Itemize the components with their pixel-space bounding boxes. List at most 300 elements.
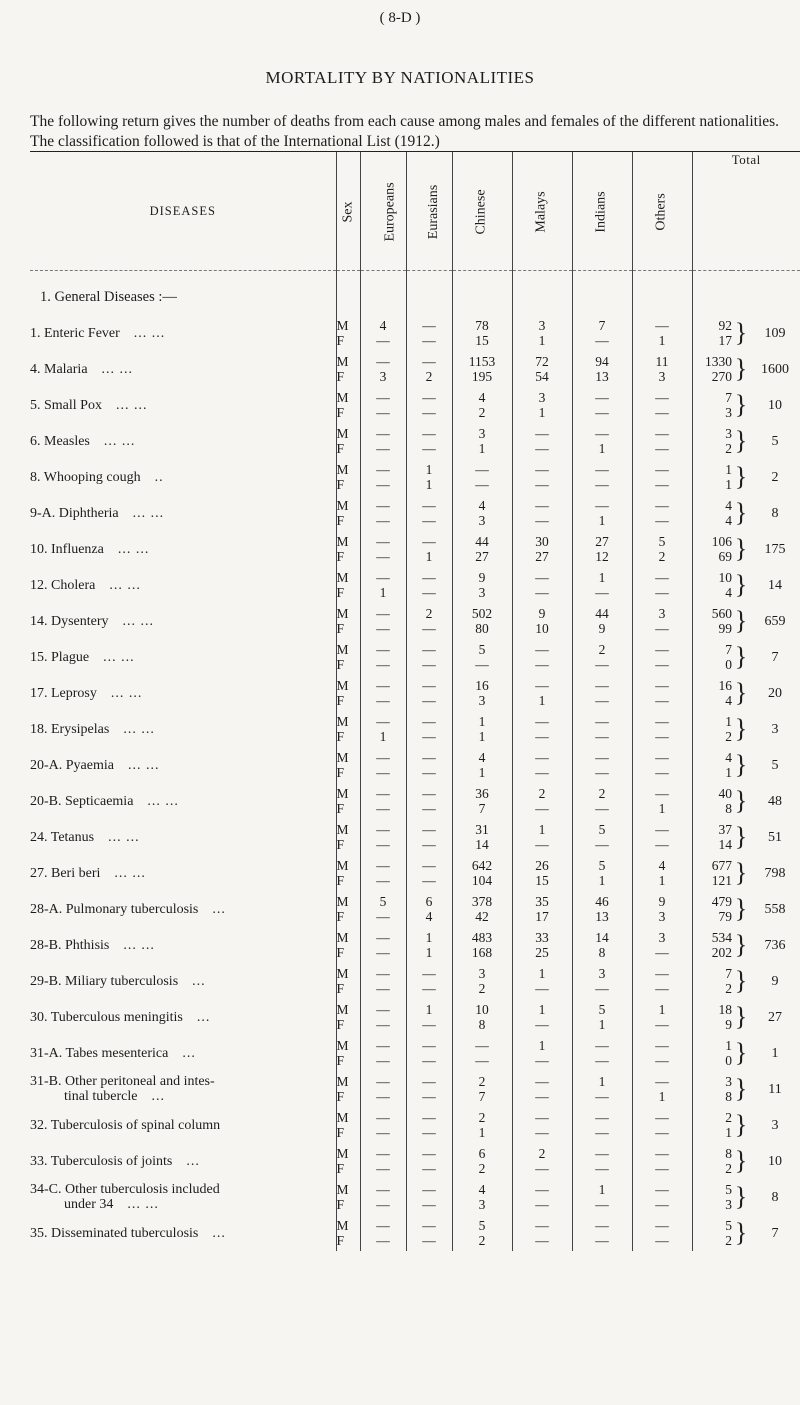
- cell-total: 534: [692, 927, 732, 945]
- cell-europeans: —: [360, 945, 406, 963]
- cell-others: —: [632, 387, 692, 405]
- disease-name: [30, 459, 336, 495]
- cell-indians: —: [572, 1089, 632, 1107]
- cell-others: —: [632, 1053, 692, 1071]
- cell-eurasians: —: [406, 495, 452, 513]
- cell-europeans: —: [360, 873, 406, 891]
- cell-others: —: [632, 1017, 692, 1035]
- brace-icon: }: [734, 534, 748, 563]
- cell-indians: 5: [572, 855, 632, 873]
- cell-malays: 1: [512, 1035, 572, 1053]
- cell-europeans: —: [360, 1089, 406, 1107]
- cell-eurasians: —: [406, 819, 452, 837]
- cell-europeans: —: [360, 855, 406, 873]
- cell-malays: 3: [512, 315, 572, 333]
- grand-total: 3: [771, 721, 779, 737]
- cell-sex: M: [336, 1035, 360, 1053]
- cell-total: 1: [692, 765, 732, 783]
- cell-malays: —: [512, 1197, 572, 1215]
- header-malays: Malays: [512, 152, 572, 271]
- cell-europeans: —: [360, 657, 406, 675]
- cell-total: 4: [692, 513, 732, 531]
- grand-total: 798: [764, 865, 786, 881]
- cell-europeans: —: [360, 549, 406, 567]
- cell-indians: —: [572, 1107, 632, 1125]
- disease-label-continued: under 34: [64, 1197, 114, 1212]
- cell-total: 9: [692, 1017, 732, 1035]
- header-eurasians: Eurasians: [406, 152, 452, 271]
- grand-total: 5: [771, 757, 779, 773]
- cell-indians: —: [572, 675, 632, 693]
- cell-sex: M: [336, 999, 360, 1017]
- cell-malays: —: [512, 441, 572, 459]
- cell-others: 1: [632, 333, 692, 351]
- cell-total: 4: [692, 747, 732, 765]
- cell-chinese: 1: [452, 441, 512, 459]
- disease-name: [30, 675, 336, 711]
- cell-chinese: 3: [452, 963, 512, 981]
- cell-others: —: [632, 1179, 692, 1197]
- cell-total: 2: [692, 1107, 732, 1125]
- grand-total: 3: [771, 1117, 779, 1133]
- disease-label: 34-C. Other tuberculosis included: [30, 1182, 220, 1197]
- disease-name: [30, 747, 336, 783]
- cell-others: —: [632, 315, 692, 333]
- cell-total: 3: [692, 1071, 732, 1089]
- cell-malays: 10: [512, 621, 572, 639]
- cell-sex: F: [336, 405, 360, 423]
- cell-europeans: —: [360, 927, 406, 945]
- disease-label: 29-B. Miliary tuberculosis: [30, 973, 179, 989]
- cell-others: 1: [632, 999, 692, 1017]
- cell-eurasians: —: [406, 837, 452, 855]
- cell-indians: —: [572, 747, 632, 765]
- cell-chinese: 2: [452, 1107, 512, 1125]
- grand-total: 175: [764, 541, 786, 557]
- cell-chinese: 44: [452, 531, 512, 549]
- brace-icon: }: [734, 714, 748, 743]
- cell-eurasians: —: [406, 981, 452, 999]
- brace-icon: }: [734, 822, 748, 851]
- cell-indians: 2: [572, 639, 632, 657]
- cell-europeans: —: [360, 477, 406, 495]
- cell-indians: —: [572, 333, 632, 351]
- brace-icon: }: [734, 1038, 748, 1067]
- leader-dots: ... ...: [101, 361, 134, 377]
- cell-europeans: —: [360, 981, 406, 999]
- cell-sex: M: [336, 675, 360, 693]
- cell-others: —: [632, 495, 692, 513]
- cell-malays: —: [512, 1161, 572, 1179]
- cell-others: —: [632, 693, 692, 711]
- cell-sex: F: [336, 873, 360, 891]
- section-row: [30, 271, 800, 316]
- brace-icon: }: [734, 966, 748, 995]
- cell-malays: —: [512, 1107, 572, 1125]
- cell-others: 1: [632, 873, 692, 891]
- cell-total: 2: [692, 981, 732, 999]
- cell-total: 5: [692, 1215, 732, 1233]
- cell-others: —: [632, 1107, 692, 1125]
- brace-icon: }: [734, 1002, 748, 1031]
- cell-europeans: —: [360, 387, 406, 405]
- cell-others: 3: [632, 603, 692, 621]
- cell-eurasians: 4: [406, 909, 452, 927]
- cell-eurasians: —: [406, 657, 452, 675]
- disease-name: [30, 855, 336, 891]
- cell-malays: 33: [512, 927, 572, 945]
- grand-total: 9: [771, 973, 779, 989]
- cell-total: 1: [692, 459, 732, 477]
- cell-sex: M: [336, 531, 360, 549]
- cell-eurasians: 2: [406, 369, 452, 387]
- cell-indians: —: [572, 459, 632, 477]
- grand-total: 27: [768, 1009, 782, 1025]
- cell-total: 16: [692, 675, 732, 693]
- table-row: [30, 459, 800, 477]
- grand-total: 736: [764, 937, 786, 953]
- cell-chinese: 27: [452, 549, 512, 567]
- cell-indians: 7: [572, 315, 632, 333]
- leader-dots: ... ...: [122, 613, 155, 629]
- cell-sex: M: [336, 1143, 360, 1161]
- grand-total: 14: [768, 577, 782, 593]
- cell-malays: —: [512, 1071, 572, 1089]
- cell-indians: —: [572, 1035, 632, 1053]
- table-row: [30, 855, 800, 873]
- cell-total: 7: [692, 639, 732, 657]
- cell-europeans: —: [360, 765, 406, 783]
- disease-label: 32. Tuberculosis of spinal column: [30, 1117, 221, 1133]
- cell-others: —: [632, 423, 692, 441]
- cell-malays: —: [512, 567, 572, 585]
- cell-others: 4: [632, 855, 692, 873]
- disease-label: 17. Leprosy: [30, 685, 97, 701]
- cell-sex: M: [336, 1215, 360, 1233]
- cell-indians: —: [572, 837, 632, 855]
- cell-total: 2: [692, 1161, 732, 1179]
- cell-others: —: [632, 1125, 692, 1143]
- cell-europeans: —: [360, 747, 406, 765]
- cell-indians: —: [572, 387, 632, 405]
- table-row: [30, 423, 800, 441]
- cell-malays: 1: [512, 999, 572, 1017]
- cell-eurasians: 1: [406, 927, 452, 945]
- cell-others: —: [632, 945, 692, 963]
- cell-total: 10: [692, 567, 732, 585]
- disease-label: 35. Disseminated tuberculosis: [30, 1225, 199, 1241]
- grand-total: 109: [764, 325, 786, 341]
- cell-indians: 1: [572, 567, 632, 585]
- brace-icon: }: [734, 426, 748, 455]
- grand-total: 8: [771, 505, 779, 521]
- cell-total: 1: [692, 1125, 732, 1143]
- cell-others: 2: [632, 549, 692, 567]
- cell-eurasians: —: [406, 333, 452, 351]
- cell-others: 1: [632, 801, 692, 819]
- cell-chinese: 2: [452, 405, 512, 423]
- cell-sex: M: [336, 747, 360, 765]
- cell-indians: 5: [572, 999, 632, 1017]
- cell-sex: M: [336, 603, 360, 621]
- cell-malays: 1: [512, 405, 572, 423]
- cell-chinese: 483: [452, 927, 512, 945]
- disease-name: [30, 927, 336, 963]
- cell-others: —: [632, 513, 692, 531]
- disease-label-continued: tinal tubercle: [64, 1089, 138, 1104]
- leader-dots: ...: [186, 1153, 200, 1169]
- cell-europeans: —: [360, 999, 406, 1017]
- cell-europeans: —: [360, 1233, 406, 1251]
- cell-chinese: 3: [452, 693, 512, 711]
- cell-eurasians: —: [406, 801, 452, 819]
- table-row: [30, 1179, 800, 1197]
- cell-europeans: —: [360, 819, 406, 837]
- cell-europeans: —: [360, 675, 406, 693]
- table-row: [30, 675, 800, 693]
- table-row: [30, 711, 800, 729]
- cell-sex: F: [336, 1233, 360, 1251]
- cell-europeans: 3: [360, 369, 406, 387]
- cell-malays: 1: [512, 819, 572, 837]
- diseases-header: DISEASES: [30, 152, 336, 271]
- cell-others: —: [632, 1215, 692, 1233]
- disease-label: 20-A. Pyaemia: [30, 757, 114, 773]
- cell-sex: F: [336, 801, 360, 819]
- cell-eurasians: 1: [406, 945, 452, 963]
- cell-others: —: [632, 567, 692, 585]
- cell-europeans: —: [360, 333, 406, 351]
- cell-eurasians: —: [406, 1035, 452, 1053]
- cell-indians: —: [572, 405, 632, 423]
- cell-indians: —: [572, 801, 632, 819]
- cell-others: —: [632, 783, 692, 801]
- cell-europeans: —: [360, 495, 406, 513]
- cell-indians: —: [572, 657, 632, 675]
- cell-sex: F: [336, 945, 360, 963]
- table-row: [30, 747, 800, 765]
- cell-sex: M: [336, 1071, 360, 1089]
- cell-sex: F: [336, 909, 360, 927]
- leader-dots: ...: [151, 1089, 165, 1104]
- cell-malays: 17: [512, 909, 572, 927]
- cell-chinese: 2: [452, 1071, 512, 1089]
- cell-chinese: 642: [452, 855, 512, 873]
- cell-sex: F: [336, 837, 360, 855]
- grand-total: 10: [768, 1153, 782, 1169]
- disease-name: [30, 495, 336, 531]
- header-europeans: Europeans: [360, 152, 406, 271]
- brace-icon: }: [734, 1182, 748, 1211]
- table-row: [30, 963, 800, 981]
- brace-icon: }: [734, 1110, 748, 1139]
- cell-europeans: —: [360, 1143, 406, 1161]
- cell-chinese: 7: [452, 801, 512, 819]
- disease-label: 18. Erysipelas: [30, 721, 110, 737]
- disease-label: 4. Malaria: [30, 361, 88, 377]
- cell-sex: M: [336, 711, 360, 729]
- leader-dots: ...: [196, 1009, 211, 1025]
- header-total: Total: [692, 152, 800, 271]
- disease-name: [30, 387, 336, 423]
- cell-sex: F: [336, 585, 360, 603]
- cell-eurasians: —: [406, 1125, 452, 1143]
- cell-europeans: —: [360, 423, 406, 441]
- cell-others: —: [632, 711, 692, 729]
- cell-sex: F: [336, 1089, 360, 1107]
- grand-total: 11: [768, 1081, 782, 1097]
- cell-total: 1: [692, 711, 732, 729]
- disease-name: [30, 531, 336, 567]
- disease-name: [30, 1107, 336, 1143]
- cell-chinese: 78: [452, 315, 512, 333]
- cell-chinese: —: [452, 1035, 512, 1053]
- cell-europeans: —: [360, 909, 406, 927]
- cell-chinese: 9: [452, 567, 512, 585]
- header-chinese: Chinese: [452, 152, 512, 271]
- disease-label: 30. Tuberculous meningitis: [30, 1009, 183, 1025]
- cell-total: 8: [692, 801, 732, 819]
- cell-sex: M: [336, 387, 360, 405]
- cell-eurasians: —: [406, 423, 452, 441]
- cell-indians: —: [572, 693, 632, 711]
- cell-total: 1330: [692, 351, 732, 369]
- cell-indians: —: [572, 1161, 632, 1179]
- cell-others: —: [632, 639, 692, 657]
- cell-others: 3: [632, 927, 692, 945]
- leader-dots: ... ...: [133, 325, 166, 341]
- cell-chinese: 1: [452, 729, 512, 747]
- leader-dots: ...: [212, 901, 226, 917]
- grand-total: 48: [768, 793, 782, 809]
- table-row: [30, 1071, 800, 1089]
- grand-total: 659: [764, 613, 786, 629]
- cell-total: 202: [692, 945, 732, 963]
- cell-malays: 15: [512, 873, 572, 891]
- cell-sex: M: [336, 819, 360, 837]
- cell-chinese: 42: [452, 909, 512, 927]
- cell-europeans: —: [360, 1017, 406, 1035]
- cell-europeans: —: [360, 513, 406, 531]
- cell-others: —: [632, 441, 692, 459]
- cell-malays: —: [512, 765, 572, 783]
- cell-malays: —: [512, 729, 572, 747]
- cell-chinese: 4: [452, 1179, 512, 1197]
- disease-name: [30, 711, 336, 747]
- cell-malays: —: [512, 1125, 572, 1143]
- cell-eurasians: 2: [406, 603, 452, 621]
- cell-chinese: —: [452, 459, 512, 477]
- cell-sex: M: [336, 423, 360, 441]
- cell-malays: 26: [512, 855, 572, 873]
- cell-sex: F: [336, 657, 360, 675]
- cell-eurasians: —: [406, 1053, 452, 1071]
- cell-total: 14: [692, 837, 732, 855]
- cell-malays: —: [512, 459, 572, 477]
- cell-total: 4: [692, 495, 732, 513]
- cell-europeans: —: [360, 531, 406, 549]
- cell-europeans: —: [360, 693, 406, 711]
- cell-indians: —: [572, 477, 632, 495]
- cell-total: 7: [692, 963, 732, 981]
- cell-total: 4: [692, 585, 732, 603]
- grand-total: 2: [771, 469, 779, 485]
- disease-label: 27. Beri beri: [30, 865, 101, 881]
- header-others: Others: [632, 152, 692, 271]
- disease-name: [30, 999, 336, 1035]
- cell-indians: —: [572, 423, 632, 441]
- cell-indians: 5: [572, 819, 632, 837]
- cell-eurasians: —: [406, 711, 452, 729]
- cell-sex: M: [336, 783, 360, 801]
- cell-indians: —: [572, 1215, 632, 1233]
- grand-total: 51: [768, 829, 782, 845]
- cell-sex: F: [336, 1125, 360, 1143]
- cell-total: 7: [692, 387, 732, 405]
- cell-malays: —: [512, 1179, 572, 1197]
- leader-dots: ...: [192, 973, 206, 989]
- cell-malays: 25: [512, 945, 572, 963]
- cell-malays: —: [512, 477, 572, 495]
- leader-dots: ... ...: [123, 721, 155, 737]
- cell-others: —: [632, 981, 692, 999]
- leader-dots: ...: [182, 1045, 196, 1061]
- brace-icon: }: [734, 786, 748, 815]
- cell-others: —: [632, 1233, 692, 1251]
- cell-eurasians: —: [406, 1089, 452, 1107]
- cell-indians: —: [572, 765, 632, 783]
- cell-total: 79: [692, 909, 732, 927]
- disease-name: [30, 315, 336, 351]
- cell-others: —: [632, 765, 692, 783]
- cell-total: 37: [692, 819, 732, 837]
- cell-eurasians: —: [406, 783, 452, 801]
- cell-sex: F: [336, 621, 360, 639]
- cell-total: 1: [692, 477, 732, 495]
- cell-eurasians: —: [406, 729, 452, 747]
- cell-total: 8: [692, 1089, 732, 1107]
- cell-sex: M: [336, 315, 360, 333]
- cell-malays: —: [512, 1053, 572, 1071]
- cell-europeans: 1: [360, 585, 406, 603]
- cell-eurasians: —: [406, 855, 452, 873]
- table-header-row: [30, 152, 800, 271]
- cell-chinese: 1: [452, 1125, 512, 1143]
- cell-chinese: 5: [452, 639, 512, 657]
- cell-europeans: —: [360, 783, 406, 801]
- grand-total: 558: [764, 901, 786, 917]
- disease-name: [30, 567, 336, 603]
- page-number: ( 8-D ): [379, 10, 421, 26]
- cell-malays: —: [512, 747, 572, 765]
- cell-others: —: [632, 729, 692, 747]
- cell-indians: —: [572, 1197, 632, 1215]
- leader-dots: ... ...: [127, 1197, 159, 1212]
- cell-chinese: 2: [452, 1161, 512, 1179]
- cell-indians: 1: [572, 1071, 632, 1089]
- cell-total: 92: [692, 315, 732, 333]
- cell-others: —: [632, 477, 692, 495]
- cell-indians: —: [572, 1233, 632, 1251]
- cell-indians: 1: [572, 441, 632, 459]
- cell-chinese: 4: [452, 387, 512, 405]
- cell-sex: F: [336, 693, 360, 711]
- cell-total: 3: [692, 405, 732, 423]
- cell-eurasians: —: [406, 1107, 452, 1125]
- cell-europeans: —: [360, 1197, 406, 1215]
- cell-total: 69: [692, 549, 732, 567]
- cell-eurasians: —: [406, 531, 452, 549]
